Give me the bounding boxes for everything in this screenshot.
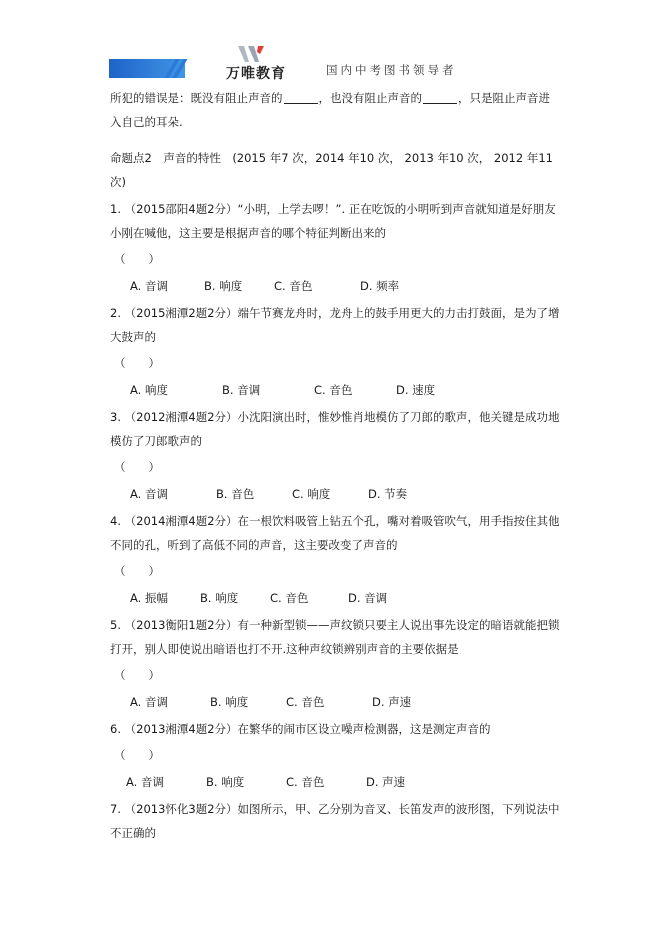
question-text: 3. （2012湘潭4题2分）小沈阳演出时，惟妙惟肖地模仿了刀郎的歌声，他关键是成功地模仿了刀郎歌声的 — [110, 410, 560, 448]
option-c: C. 响度 — [292, 487, 331, 501]
option-b: B. 响度 — [204, 279, 243, 293]
answer-paren: （ ） — [114, 564, 160, 578]
option-b: B. 响度 — [200, 591, 239, 605]
page-header — [0, 0, 661, 90]
option-d: D. 节奏 — [368, 487, 408, 501]
option-a: A. 音调 — [130, 279, 168, 293]
option-d: D. 声速 — [366, 775, 406, 789]
option-a: A. 响度 — [130, 383, 168, 397]
intro-paragraph — [110, 86, 560, 134]
option-d: D. 音调 — [348, 591, 388, 605]
answer-paren: （ ） — [114, 748, 160, 762]
answer-paren: （ ） — [114, 460, 160, 474]
logo-text: 万唯教育 — [226, 66, 286, 82]
question-3 — [110, 405, 560, 506]
option-c: C. 音色 — [270, 591, 309, 605]
question-text: 1. （2015邵阳4题2分）“小明，上学去啰！”. 正在吃饭的小明听到声音就知道是好朋友小刚在喊他，这主要是根据声音的哪个特征判断出来的 — [110, 202, 556, 240]
document-body — [110, 86, 560, 845]
question-text: 5. （2013衡阳1题2分）有一种新型锁——声纹锁只要主人说出事先设定的暗语就能把锁打开，别人即使说出暗语也打不开.这种声纹锁辨别声音的主要依据是 — [110, 618, 560, 656]
wanwei-logo-icon — [236, 44, 272, 64]
option-d: D. 频率 — [360, 279, 400, 293]
question-4 — [110, 509, 560, 610]
question-5 — [110, 613, 560, 714]
question-text: 2. （2015湘潭2题2分）端午节赛龙舟时，龙舟上的鼓手用更大的力击打鼓面，是为了增大鼓声的 — [110, 306, 560, 344]
options-row — [110, 274, 560, 298]
section-title: 命题点2 声音的特性 (2015 年7 次，2014 年10 次， 2013 年10 次， 2012 年11 次) — [110, 151, 553, 189]
option-b: B. 音色 — [216, 487, 255, 501]
question-6 — [110, 717, 560, 794]
answer-blank — [284, 89, 318, 104]
option-c: C. 音色 — [286, 695, 325, 709]
intro-text-2: ，也没有阻止声音的 — [318, 91, 422, 105]
option-c: C. 音色 — [314, 383, 353, 397]
question-text: 4. （2014湘潭4题2分）在一根饮料吸管上钻五个孔，嘴对着吸管吹气，用手指按住其他不同的孔，听到了高低不同的声音，这主要改变了声音的 — [110, 514, 560, 552]
question-text: 7. （2013怀化3题2分）如图所示，甲、乙分别为音叉、长笛发声的波形图，下列说法中不正确的 — [110, 802, 560, 840]
option-a: A. 振幅 — [130, 591, 168, 605]
answer-paren: （ ） — [114, 668, 160, 682]
answer-paren: （ ） — [114, 252, 160, 266]
option-c: C. 音色 — [286, 775, 325, 789]
question-text: 6. （2013湘潭4题2分）在繁华的闹市区设立噪声检测器，这是测定声音的 — [110, 722, 491, 736]
header-slogan: 国内中考图书领导者 — [326, 63, 457, 77]
option-b: B. 音调 — [222, 383, 261, 397]
question-1 — [110, 197, 560, 298]
answer-paren: （ ） — [114, 356, 160, 370]
option-a: A. 音调 — [130, 487, 168, 501]
options-row — [110, 770, 560, 794]
option-b: B. 响度 — [206, 775, 245, 789]
option-a: A. 音调 — [126, 775, 164, 789]
options-row — [110, 482, 560, 506]
option-d: D. 速度 — [396, 383, 436, 397]
intro-text-1: 所犯的错误是：既没有阻止声音的 — [110, 91, 283, 105]
question-7 — [110, 797, 560, 845]
answer-blank — [423, 89, 457, 104]
option-d: D. 声速 — [372, 695, 412, 709]
options-row — [110, 378, 560, 402]
question-2 — [110, 301, 560, 402]
options-row — [110, 690, 560, 714]
intro-text-3: ，只是阻止声音进入自己的耳朵. — [110, 91, 550, 129]
options-row — [110, 586, 560, 610]
option-a: A. 音调 — [130, 695, 168, 709]
option-b: B. 响度 — [210, 695, 249, 709]
option-c: C. 音色 — [274, 279, 313, 293]
